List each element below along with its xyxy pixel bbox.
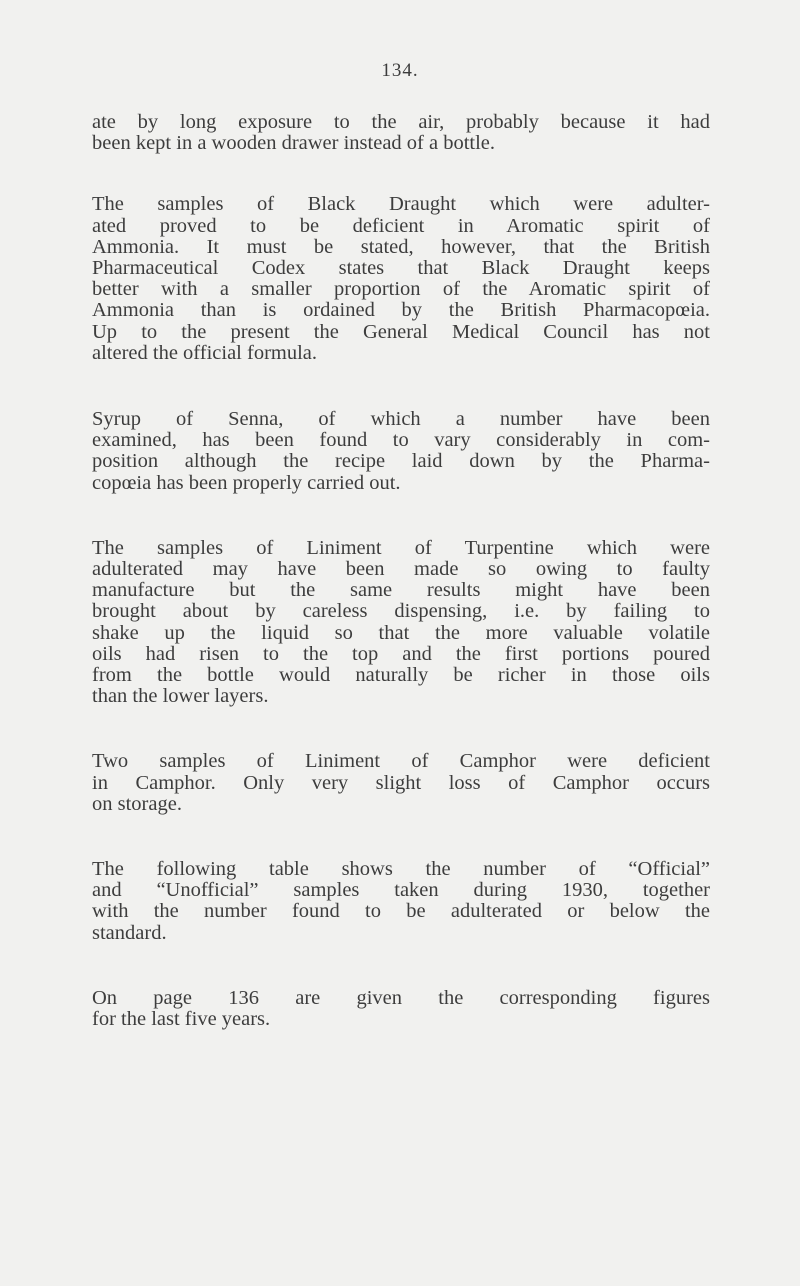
- body-text: [92, 112, 710, 1030]
- text-line: and “Unofficial” samples taken during 1930, together: [92, 879, 710, 902]
- text-line: with the number found to be adulterated or below the: [92, 900, 710, 923]
- text-line: ate by long exposure to the air, probably because it had: [92, 111, 710, 133]
- paragraph-table-intro: [92, 859, 710, 944]
- text-line: Syrup of Senna, of which a number have been: [92, 408, 710, 431]
- text-line: The following table shows the number of “Official”: [92, 858, 710, 881]
- text-line: standard.: [92, 921, 167, 944]
- text-line: The samples of Liniment of Turpentine which were: [92, 536, 710, 559]
- paragraph-liniment-of-turpentine: [92, 538, 710, 708]
- text-line: Pharmaceutical Codex states that Black Draught keeps: [92, 257, 710, 280]
- text-line: Up to the present the General Medical Council has not: [92, 320, 710, 343]
- text-line: on storage.: [92, 792, 182, 815]
- text-line: examined, has been found to vary considerably in com-: [92, 429, 710, 452]
- text-line: brought about by careless dispensing, i.e. by failing to: [92, 600, 710, 623]
- text-line: copœia has been properly carried out.: [92, 471, 401, 494]
- text-line: adulterated may have been made so owing to faulty: [92, 558, 710, 581]
- paragraph-syrup-of-senna: [92, 409, 710, 494]
- text-line: oils had risen to the top and the first portions poured: [92, 642, 710, 665]
- text-line: for the last five years.: [92, 1008, 271, 1031]
- text-line: shake up the liquid so that the more valuable volatile: [92, 621, 710, 644]
- text-line: from the bottle would naturally be richer in those oils: [92, 664, 710, 687]
- text-line: altered the official formula.: [92, 341, 318, 364]
- text-line: ated proved to be deficient in Aromatic spirit of: [92, 214, 710, 237]
- paragraph-liniment-of-camphor: [92, 751, 710, 815]
- text-line: in Camphor. Only very slight loss of Camphor occurs: [92, 771, 710, 794]
- text-line: manufacture but the same results might have been: [92, 579, 710, 602]
- text-line: Ammonia than is ordained by the British Pharmacopœia.: [92, 299, 710, 322]
- paragraph-page-reference: [92, 988, 710, 1030]
- paragraph-black-draught: [92, 194, 710, 364]
- page-number: 134.: [381, 60, 419, 81]
- text-line: better with a smaller proportion of the Aromatic spirit of: [92, 278, 710, 301]
- text-line: position although the recipe laid down by the Pharma-: [92, 450, 710, 473]
- text-line: Ammonia. It must be stated, however, that the British: [92, 235, 710, 258]
- text-line: On page 136 are given the corresponding figures: [92, 986, 710, 1009]
- paragraph-drawer-exposure: [92, 112, 710, 154]
- text-line: been kept in a wooden drawer instead of a bottle.: [92, 132, 496, 155]
- text-line: than the lower layers.: [92, 685, 269, 708]
- text-line: Two samples of Liniment of Camphor were deficient: [92, 750, 710, 773]
- text-line: The samples of Black Draught which were adulter-: [92, 193, 710, 216]
